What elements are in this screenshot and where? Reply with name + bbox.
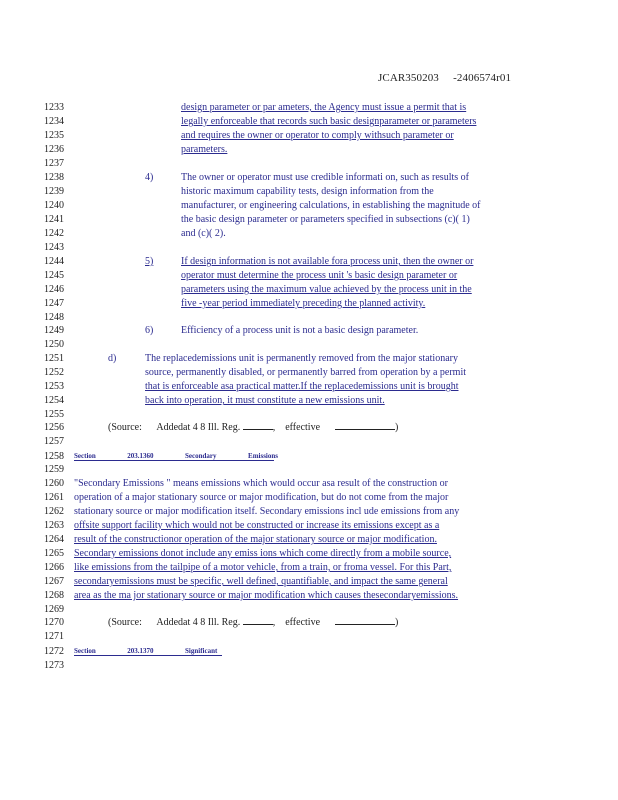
source-effective: effective (285, 617, 321, 628)
line-number: 1242 (44, 228, 64, 239)
blank-line (335, 429, 395, 430)
text-line: and (c)( 2). (181, 228, 226, 239)
item-number: 6) (145, 325, 154, 336)
line-number: 1249 (44, 325, 64, 336)
line-number: 1255 (44, 409, 64, 420)
line-number: 1267 (44, 576, 64, 587)
line-number: 1237 (44, 158, 64, 169)
line-number: 1266 (44, 562, 64, 573)
line-number: 1245 (44, 270, 64, 281)
line-number: 1273 (44, 660, 64, 671)
section-number: 203.1370 (127, 647, 154, 655)
line-number: 1260 (44, 478, 64, 489)
text-line: legally enforceable that records such basic designparameter or parameters (181, 116, 477, 127)
text-line: stationary source or major modification itself. Secondary emissions incl ude emissions from any (74, 506, 460, 517)
source-label: (Source: (108, 617, 142, 628)
line-number: 1238 (44, 172, 64, 183)
text-line: manufacturer, or engineering calculations, in establishing the magnitude of (181, 200, 481, 211)
item-number: d) (108, 353, 117, 364)
line-number: 1265 (44, 548, 64, 559)
line-number: 1235 (44, 130, 64, 141)
line-number: 1234 (44, 116, 64, 127)
text-line: The owner or operator must use credible informati on, such as results of (181, 172, 469, 183)
line-number: 1253 (44, 381, 64, 392)
section-heading (74, 647, 217, 655)
item-number: 5) (145, 256, 154, 267)
text-line: area as the ma jor stationary source or major modification which causes thesecondaryemissions. (74, 590, 459, 601)
paren: ) (395, 422, 399, 433)
text-line: design parameter or par ameters, the Agency must issue a permit that is (181, 102, 467, 113)
line-number: 1239 (44, 186, 64, 197)
section-label: Section (74, 452, 96, 460)
line-number: 1263 (44, 520, 64, 531)
section-underline (74, 655, 222, 656)
line-number: 1240 (44, 200, 64, 211)
section-heading (74, 452, 278, 460)
source-label: (Source: (108, 422, 142, 433)
text-line: "Secondary Emissions " means emissions which would occur asa result of the construction or (74, 478, 448, 489)
text-line: parameters. (181, 144, 228, 155)
line-number: 1248 (44, 312, 64, 323)
document-header (378, 72, 511, 84)
line-number: 1272 (44, 646, 64, 657)
line-number: 1244 (44, 256, 64, 267)
line-number: 1236 (44, 144, 64, 155)
line-number: 1268 (44, 590, 64, 601)
line-number: 1261 (44, 492, 64, 503)
text-line: operator must determine the process unit 's basic design parameter or (181, 270, 458, 281)
text-line: The replacedemissions unit is permanently removed from the major stationary (145, 353, 458, 364)
section-title: Secondary (185, 452, 217, 460)
source-added: Addedat 4 8 Ill. Reg. (156, 422, 241, 433)
blank-line (243, 429, 273, 430)
source-note: (Source: Addedat 4 8 Ill. Reg. , effective ) (108, 617, 399, 628)
text-line: historic maximum capability tests, design information from the (181, 186, 434, 197)
line-number: 1269 (44, 604, 64, 615)
doc-version: -2406574r01 (453, 72, 512, 84)
line-number: 1258 (44, 451, 64, 462)
blank-line (335, 624, 395, 625)
text-line: that is enforceable asa practical matter.If the replacedemissions unit is brought (145, 381, 459, 392)
text-line: offsite support facility which would not be constructed or increase its emissions except as a (74, 520, 440, 531)
line-number: 1243 (44, 242, 64, 253)
text-line: source, permanently disabled, or permanently barred from operation by a permit (145, 367, 466, 378)
text-line: five -year period immediately preceding the planned activity. (181, 298, 426, 309)
text-line: operation of a major stationary source or major modification, but do not come from the major (74, 492, 449, 503)
line-number: 1247 (44, 298, 64, 309)
line-number: 1251 (44, 353, 64, 364)
line-number: 1233 (44, 102, 64, 113)
text-line: Secondary emissions donot include any emiss ions which come directly from a mobile source, (74, 548, 452, 559)
source-effective: effective (285, 422, 321, 433)
text-line: parameters using the maximum value achieved by the process unit in the (181, 284, 472, 295)
text-line: Efficiency of a process unit is not a basic design parameter. (181, 325, 419, 336)
text-line: result of the constructionor operation of the major stationary source or major modification. (74, 534, 437, 545)
line-number: 1270 (44, 617, 64, 628)
section-title: Significant (185, 647, 218, 655)
section-underline (74, 460, 274, 461)
line-number: 1246 (44, 284, 64, 295)
text-line: like emissions from the tailpipe of a motor vehicle, from a train, or froma vessel. For this Part, (74, 562, 452, 573)
paren: ) (395, 617, 399, 628)
line-number: 1262 (44, 506, 64, 517)
line-number: 1259 (44, 464, 64, 475)
line-number: 1250 (44, 339, 64, 350)
item-number: 4) (145, 172, 154, 183)
section-title: Emissions (248, 452, 278, 460)
line-number: 1241 (44, 214, 64, 225)
line-number: 1256 (44, 422, 64, 433)
source-added: Addedat 4 8 Ill. Reg. (156, 617, 241, 628)
line-number: 1257 (44, 436, 64, 447)
section-label: Section (74, 647, 96, 655)
section-number: 203.1360 (127, 452, 154, 460)
line-number: 1271 (44, 631, 64, 642)
text-line: the basic design parameter or parameters specified in subsections (c)( 1) (181, 214, 470, 225)
source-note: (Source: Addedat 4 8 Ill. Reg. , effective ) (108, 422, 399, 433)
line-number: 1264 (44, 534, 64, 545)
text-line: back into operation, it must constitute a new emissions unit. (145, 395, 385, 406)
text-line: and requires the owner or operator to comply withsuch parameter or (181, 130, 454, 141)
blank-line (243, 624, 273, 625)
text-line: secondaryemissions must be specific, well defined, quantifiable, and impact the same general (74, 576, 448, 587)
line-number: 1252 (44, 367, 64, 378)
text-line: If design information is not available fora process unit, then the owner or (181, 256, 474, 267)
doc-id: JCAR350203 (378, 72, 439, 84)
line-number: 1254 (44, 395, 64, 406)
